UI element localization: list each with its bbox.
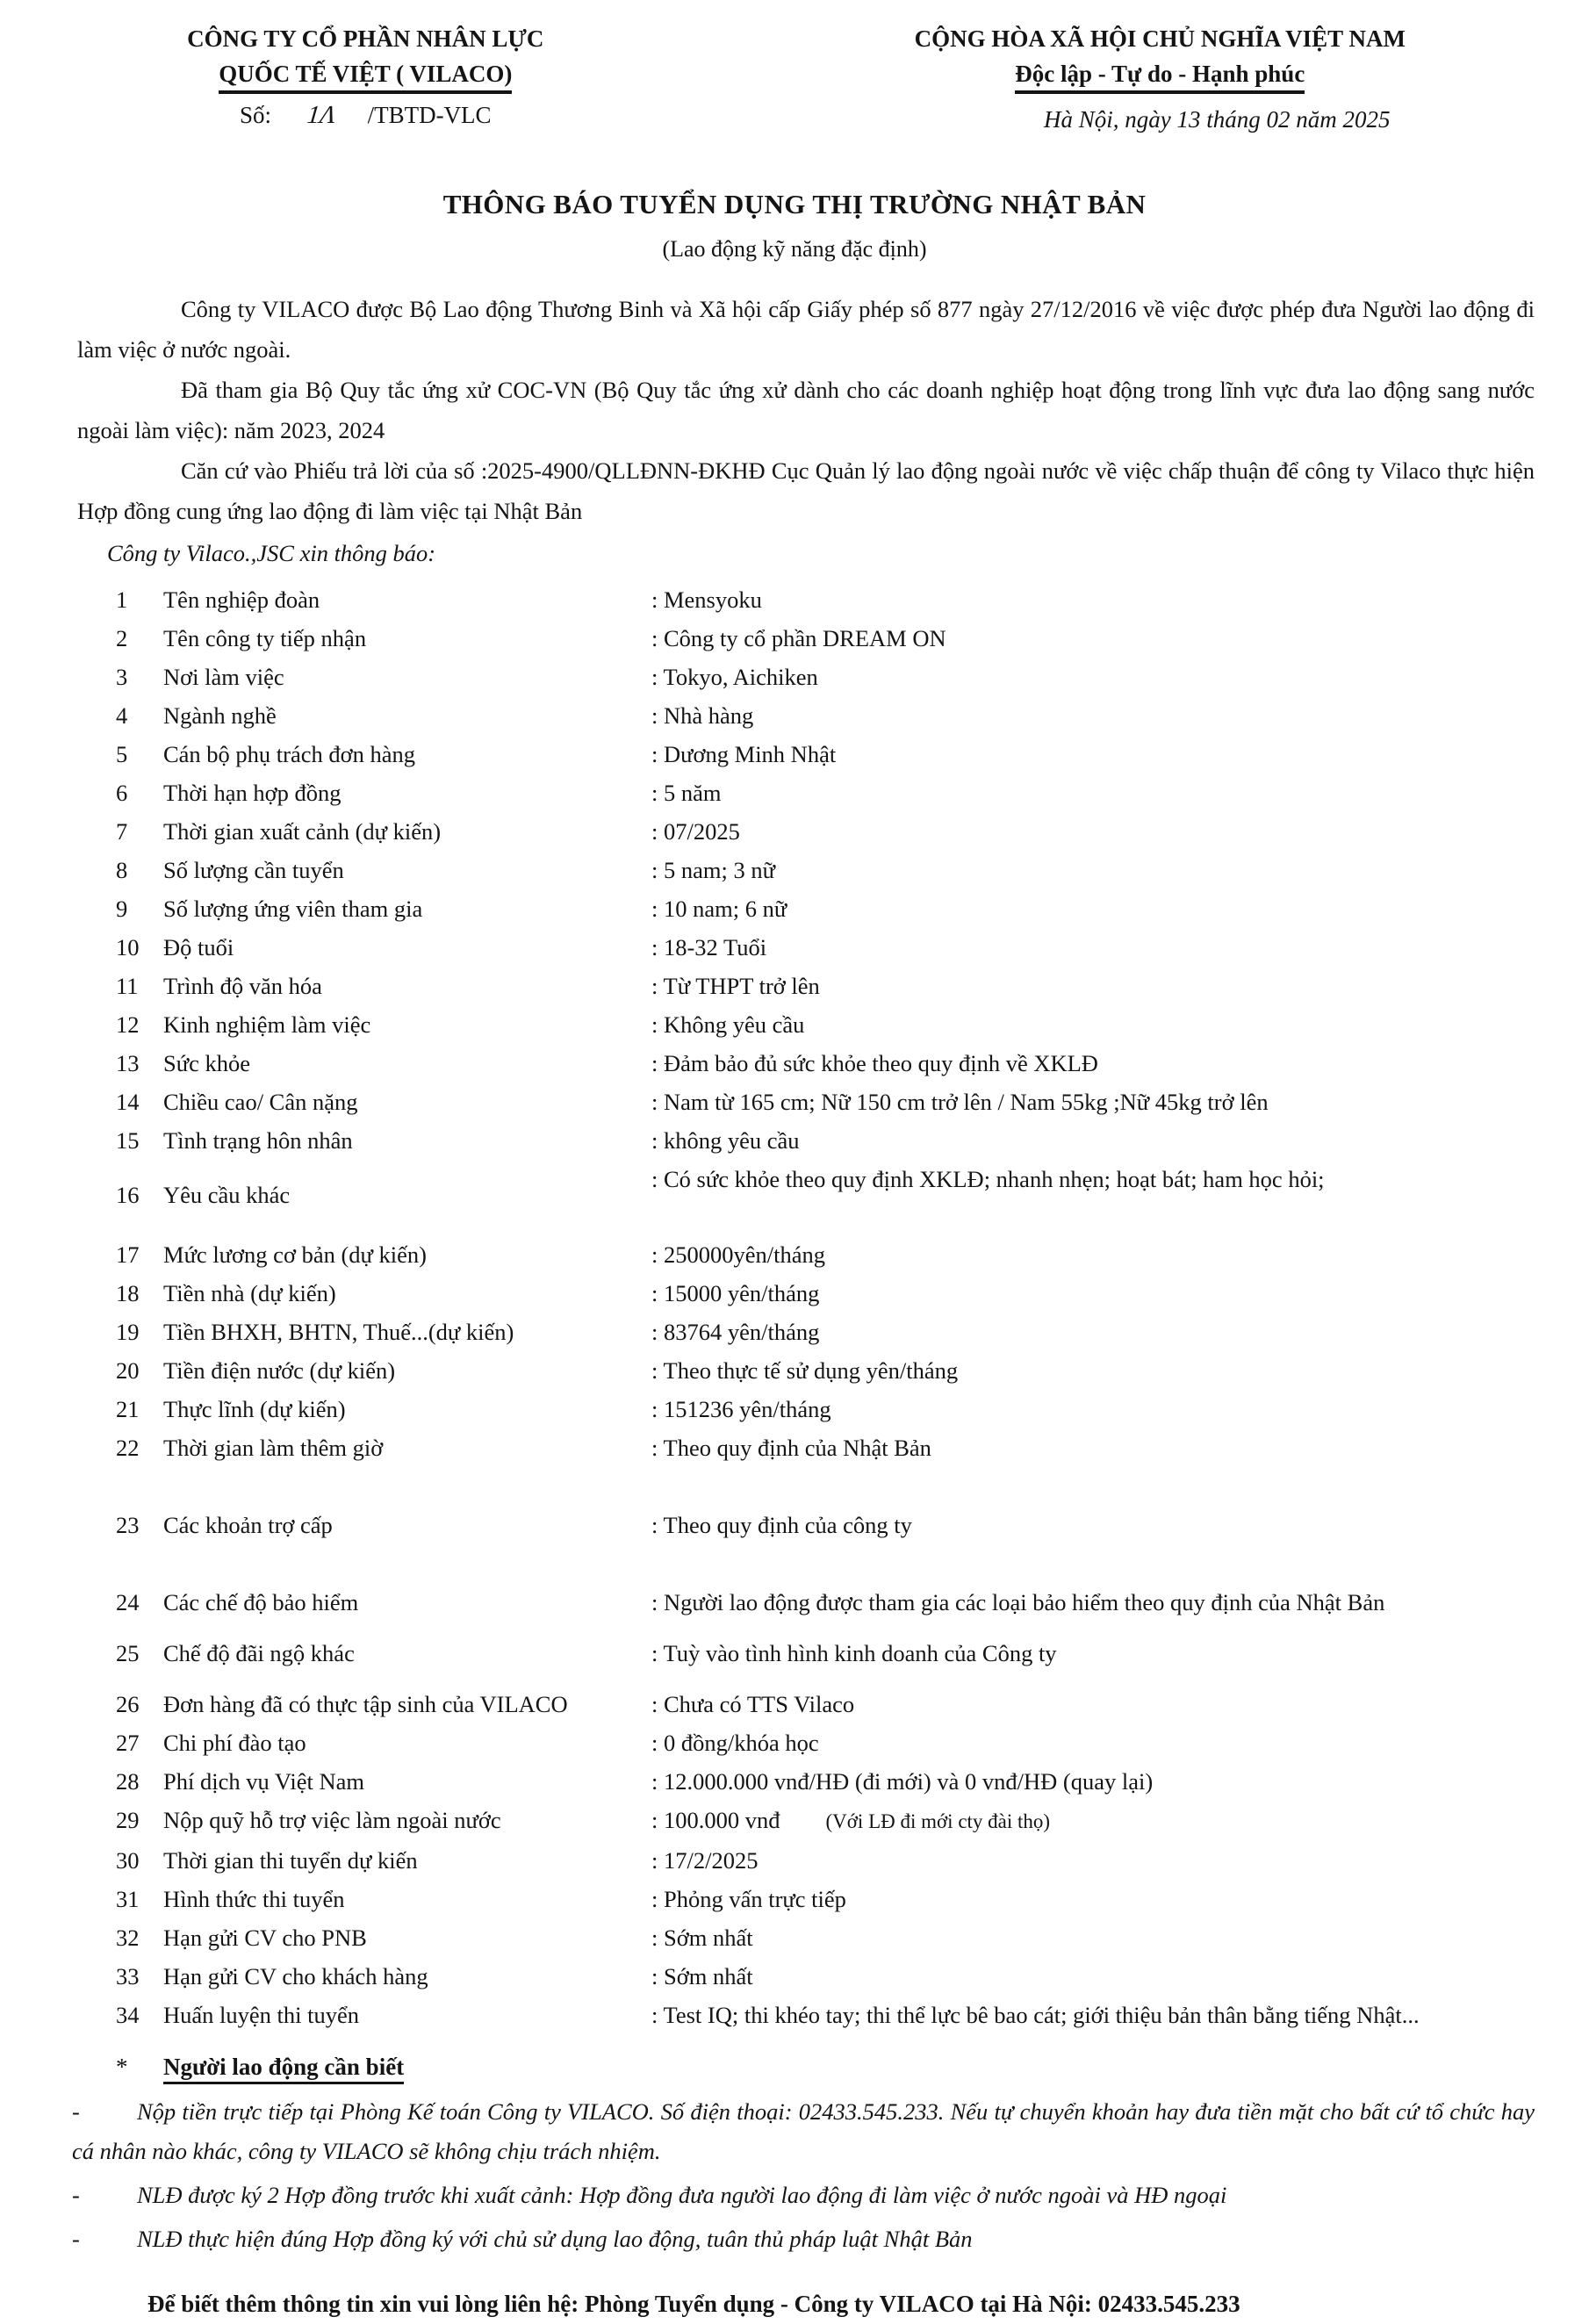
item-number: 27	[116, 1730, 140, 1756]
table-row	[116, 1583, 1552, 1622]
notes-heading	[116, 2047, 1589, 2087]
intro-paragraph: Công ty VILACO được Bộ Lao động Thương Binh và Xã hội cấp Giấy phép số 877 ngày 27/12/2016 về việc được phép đưa Người lao động đi làm việc ở nước ngoài.	[77, 296, 1535, 363]
item-label: Nơi làm việc	[163, 664, 284, 690]
item-label: Các chế độ bảo hiểm	[163, 1589, 359, 1615]
item-value: : Tuỳ vào tình hình kinh doanh của Công ty	[651, 1640, 1057, 1666]
table-row	[116, 1160, 1552, 1208]
table-row	[116, 1801, 1552, 1841]
item-value: : 0 đồng/khóa học	[651, 1730, 819, 1756]
note-bullet: - NLĐ được ký 2 Hợp đồng trước khi xuất cảnh: Hợp đồng đưa người lao động đi làm việc ở nước ngoài và HĐ ngoại	[72, 2176, 1535, 2215]
item-label: Huấn luyện thi tuyển	[163, 2002, 359, 2028]
table-row	[116, 1685, 1552, 1723]
item-label: Mức lương cơ bản (dự kiến)	[163, 1241, 427, 1268]
item-number: 5	[116, 741, 128, 767]
item-value: : 15000 yên/tháng	[651, 1280, 820, 1306]
notes-star: *	[116, 2054, 128, 2080]
item-value: : Theo thực tế sử dụng yên/tháng	[651, 1357, 959, 1384]
item-number: 11	[116, 973, 139, 999]
table-row	[116, 1841, 1552, 1880]
bullet-dash: -	[72, 2226, 80, 2252]
item-label: Sức khỏe	[163, 1050, 250, 1076]
table-row	[116, 658, 1552, 696]
item-label: Cán bộ phụ trách đơn hàng	[163, 741, 416, 767]
item-number: 34	[116, 2002, 140, 2028]
item-number: 29	[116, 1807, 140, 1833]
item-number: 18	[116, 1280, 140, 1306]
item-number: 17	[116, 1241, 140, 1268]
table-row	[116, 1918, 1552, 1957]
item-value: : Đảm bảo đủ sức khỏe theo quy định về XKLĐ	[651, 1050, 1098, 1076]
item-value: : 5 nam; 3 nữ	[651, 857, 775, 883]
table-row	[116, 580, 1552, 619]
item-value: : Sớm nhất	[651, 1963, 753, 1989]
intro-paragraph: Căn cứ vào Phiếu trả lời của số :2025-4900/QLLĐNN-ĐKHĐ Cục Quản lý lao động ngoài nước về việc chấp thuận để công ty Vilaco thực hiện Hợp đồng cung ứng lao động đi làm việc tại Nhật Bản	[77, 457, 1535, 524]
item-number: 3	[116, 664, 128, 690]
item-label: Thời hạn hợp đồng	[163, 780, 342, 806]
item-value: : Người lao động được tham gia các loại bảo hiểm theo quy định của Nhật Bản	[651, 1589, 1385, 1615]
table-row	[116, 1634, 1552, 1673]
item-label: Trình độ văn hóa	[163, 973, 322, 999]
item-number: 7	[116, 818, 128, 845]
item-value: : 17/2/2025	[651, 1847, 759, 1874]
item-value: : 151236 yên/tháng	[651, 1396, 831, 1422]
item-value: : 100.000 vnđ (Với LĐ đi mới cty đài thọ)	[651, 1807, 1051, 1833]
item-number: 4	[116, 702, 128, 729]
item-label: Yêu cầu khác	[163, 1182, 291, 1208]
notes-bullets	[72, 2092, 1535, 2259]
item-label: Thời gian xuất cảnh (dự kiến)	[163, 818, 442, 845]
item-number: 10	[116, 934, 140, 961]
item-value: : 83764 yên/tháng	[651, 1319, 820, 1345]
item-label: Tên nghiệp đoàn	[163, 586, 320, 613]
item-label: Tình trạng hôn nhân	[163, 1127, 353, 1154]
item-label: Thời gian thi tuyển dự kiến	[163, 1847, 418, 1874]
item-number: 15	[116, 1127, 140, 1154]
table-row	[116, 967, 1552, 1005]
item-label: Số lượng ứng viên tham gia	[163, 896, 423, 922]
table-row	[116, 1762, 1552, 1801]
page-title: THÔNG BÁO TUYỂN DỤNG THỊ TRƯỜNG NHẬT BẢN	[442, 189, 1147, 219]
item-value: : Nam từ 165 cm; Nữ 150 cm trở lên / Nam 55kg ;Nữ 45kg trở lên	[651, 1089, 1269, 1115]
item-label: Chiều cao/ Cân nặng	[163, 1089, 358, 1115]
item-label: Tên công ty tiếp nhận	[163, 625, 367, 651]
items-list	[116, 580, 1552, 2034]
item-number: 22	[116, 1435, 140, 1461]
table-row	[116, 1351, 1552, 1390]
item-value: : Theo quy định của Nhật Bản	[651, 1435, 931, 1461]
table-row	[116, 1274, 1552, 1313]
table-row	[116, 735, 1552, 773]
item-label: Hạn gửi CV cho PNB	[163, 1925, 367, 1951]
item-label: Đơn hàng đã có thực tập sinh của VILACO	[163, 1691, 568, 1717]
item-number: 23	[116, 1512, 140, 1538]
note-bullet: - Nộp tiền trực tiếp tại Phòng Kế toán Công ty VILACO. Số điện thoại: 02433.545.233. Nếu tự chuyển khoản hay đưa tiền mặt cho bất cứ tổ chức hay cá nhân nào khác, công ty VILACO sẽ không chịu trách nhiệm.	[72, 2092, 1535, 2171]
table-row	[116, 1005, 1552, 1044]
announce-line: Công ty Vilaco.,JSC xin thông báo:	[107, 540, 436, 566]
item-number: 19	[116, 1319, 140, 1345]
item-label: Hình thức thi tuyển	[163, 1886, 345, 1912]
item-value: : 10 nam; 6 nữ	[651, 896, 787, 922]
company-header	[0, 21, 731, 140]
table-row	[116, 1957, 1552, 1996]
item-label: Chế độ đãi ngộ khác	[163, 1640, 355, 1666]
item-number: 26	[116, 1691, 140, 1717]
intro-paragraph: Đã tham gia Bộ Quy tắc ứng xử COC-VN (Bộ Quy tắc ứng xử dành cho các doanh nghiệp hoạt động trong lĩnh vực đưa lao động sang nước ngoài làm việc): năm 2023, 2024	[77, 377, 1535, 443]
item-label: Tiền điện nước (dự kiến)	[163, 1357, 396, 1384]
item-number: 1	[116, 586, 128, 613]
item-value: : 250000yên/tháng	[651, 1241, 825, 1268]
contact-line: Để biết thêm thông tin xin vui lòng liên hệ: Phòng Tuyển dụng - Công ty VILACO tại Hà Nội: 02433.545.233	[147, 2291, 1240, 2317]
item-value: : Chưa có TTS Vilaco	[651, 1691, 855, 1717]
item-value: : Có sức khỏe theo quy định XKLĐ; nhanh nhẹn; hoạt bát; ham học hỏi;	[651, 1166, 1325, 1192]
bullet-dash: -	[72, 2182, 80, 2208]
item-label: Thời gian làm thêm giờ	[163, 1435, 384, 1461]
note-bullet: - NLĐ thực hiện đúng Hợp đồng ký với chủ sử dụng lao động, tuân thủ pháp luật Nhật Bản	[72, 2220, 1535, 2259]
item-value: : Sớm nhất	[651, 1925, 753, 1951]
table-row	[116, 1723, 1552, 1762]
item-value: : Dương Minh Nhật	[651, 741, 837, 767]
table-row	[116, 1044, 1552, 1083]
item-value: : Công ty cổ phần DREAM ON	[651, 625, 946, 651]
company-name-line2: QUỐC TẾ VIỆT ( VILACO)	[219, 59, 512, 94]
item-number: 9	[116, 896, 128, 922]
table-row	[116, 1880, 1552, 1918]
item-number: 31	[116, 1886, 140, 1912]
item-value: : 18-32 Tuổi	[651, 934, 767, 961]
item-number: 33	[116, 1963, 140, 1989]
table-row	[116, 1996, 1552, 2034]
item-value: : Nhà hàng	[651, 702, 754, 729]
item-value: : 5 năm	[651, 780, 722, 806]
table-row	[116, 1313, 1552, 1351]
table-row	[116, 1235, 1552, 1274]
table-row	[116, 851, 1552, 889]
item-number: 16	[116, 1182, 140, 1208]
item-number: 20	[116, 1357, 140, 1384]
document-number-suffix: /TBTD-VLC	[367, 102, 492, 128]
notes-heading-text: Người lao động cần biết	[163, 2054, 404, 2084]
national-motto-line1: CỘNG HÒA XÃ HỘI CHỦ NGHĨA VIỆT NAM	[914, 25, 1406, 52]
item-number: 8	[116, 857, 128, 883]
intro-section	[77, 289, 1535, 531]
bullet-dash: -	[72, 2098, 80, 2125]
table-row	[116, 1428, 1552, 1467]
item-value: : Mensyoku	[651, 586, 762, 613]
company-name-line1: CÔNG TY CỔ PHẦN NHÂN LỰC	[187, 25, 544, 52]
document-number-handwritten: 1Λ	[306, 101, 337, 129]
document-number-label: Số:	[240, 102, 272, 128]
item-value: : Tokyo, Aichiken	[651, 664, 818, 690]
item-number: 21	[116, 1396, 140, 1422]
item-label: Phí dịch vụ Việt Nam	[163, 1768, 365, 1795]
national-header	[731, 21, 1589, 140]
document-number-line	[0, 96, 731, 134]
item-label: Ngành nghề	[163, 702, 277, 729]
item-value: : Không yêu cầu	[651, 1011, 805, 1038]
item-number: 14	[116, 1089, 140, 1115]
table-row	[116, 1083, 1552, 1121]
item-value: : 12.000.000 vnđ/HĐ (đi mới) và 0 vnđ/HĐ (quay lại)	[651, 1768, 1154, 1795]
item-number: 2	[116, 625, 128, 651]
document-header	[0, 21, 1589, 140]
item-number: 24	[116, 1589, 140, 1615]
item-number: 25	[116, 1640, 140, 1666]
item-number: 12	[116, 1011, 140, 1038]
national-motto-line2: Độc lập - Tự do - Hạnh phúc	[1015, 59, 1305, 94]
item-label: Độ tuổi	[163, 934, 234, 961]
item-number: 13	[116, 1050, 140, 1076]
item-value: : không yêu cầu	[651, 1127, 800, 1154]
item-value: : 07/2025	[651, 818, 740, 845]
item-label: Tiền BHXH, BHTN, Thuế...(dự kiến)	[163, 1319, 514, 1345]
item-number: 32	[116, 1925, 140, 1951]
item-value: : Từ THPT trở lên	[651, 973, 820, 999]
item-value: : Phỏng vấn trực tiếp	[651, 1886, 846, 1912]
table-row	[116, 1506, 1552, 1544]
table-row	[116, 1121, 1552, 1160]
table-row	[116, 773, 1552, 812]
page-subtitle: (Lao động kỹ năng đặc định)	[662, 236, 927, 262]
item-number: 28	[116, 1768, 140, 1795]
table-row	[116, 696, 1552, 735]
table-row	[116, 889, 1552, 928]
table-row	[116, 1390, 1552, 1428]
table-row	[116, 928, 1552, 967]
item-label: Kinh nghiệm làm việc	[163, 1011, 371, 1038]
date-line: Hà Nội, ngày 13 tháng 02 năm 2025	[1044, 106, 1391, 133]
table-row	[116, 619, 1552, 658]
item-value: : Theo quy định của công ty	[651, 1512, 912, 1538]
item-number: 6	[116, 780, 128, 806]
item-label: Hạn gửi CV cho khách hàng	[163, 1963, 428, 1989]
item-note: (Với LĐ đi mới cty đài thọ)	[825, 1810, 1051, 1832]
item-value: : Test IQ; thi khéo tay; thi thể lực bê bao cát; giới thiệu bản thân bằng tiếng Nhật...	[651, 2002, 1420, 2028]
item-label: Thực lĩnh (dự kiến)	[163, 1396, 346, 1422]
table-row	[116, 812, 1552, 851]
item-label: Các khoản trợ cấp	[163, 1512, 333, 1538]
item-number: 30	[116, 1847, 140, 1874]
item-label: Nộp quỹ hỗ trợ việc làm ngoài nước	[163, 1807, 501, 1833]
item-label: Chi phí đào tạo	[163, 1730, 306, 1756]
item-label: Số lượng cần tuyển	[163, 857, 344, 883]
item-label: Tiền nhà (dự kiến)	[163, 1280, 336, 1306]
